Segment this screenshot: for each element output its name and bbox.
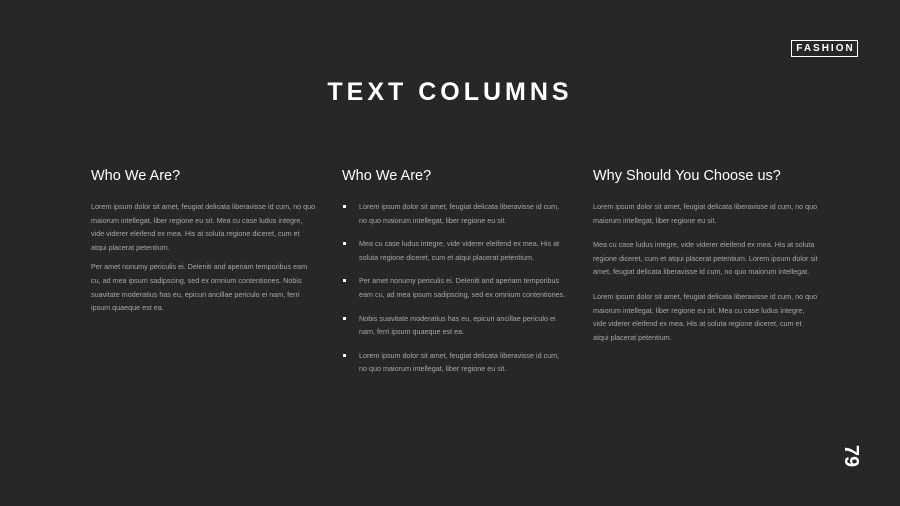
list-item: [342, 349, 567, 376]
page-number: 79: [840, 444, 862, 468]
bullet-icon: [343, 205, 346, 208]
list-item: [342, 274, 567, 301]
column-paragraph: Lorem ipsum dolor sit amet, feugiat delicata liberavisse id cum, no quo maiorum intellegat, liber regione eu sit. Mea cu case ludus integre, vide viderer eleifend ex mea. His at soluta regione diceret, cum et atqui placerat petentium.: [91, 202, 316, 252]
column-who-we-are: [91, 168, 316, 321]
bullet-icon: [343, 279, 346, 282]
column-why-choose-us: [593, 168, 818, 355]
list-item: [342, 200, 567, 227]
column-heading: Who We Are?: [91, 168, 181, 184]
list-item-text: Lorem ipsum dolor sit amet, feugiat delicata liberavisse id cum, no quo maiorum intellegat, liber regione eu sit.: [359, 350, 560, 374]
bullet-icon: [343, 242, 346, 245]
bullet-icon: [343, 317, 346, 320]
list-item-text: Nobis suavitate moderatius has eu, epicuri ancillae periculo ei nam, ferri ipsum quaeque est ea.: [359, 313, 556, 337]
list-item: [342, 237, 567, 264]
column-heading: Who We Are?: [342, 168, 432, 184]
slide-title: TEXT COLUMNS: [327, 78, 573, 106]
column-paragraph: Lorem ipsum dolor sit amet, feugiat delicata liberavisse id cum, no quo maiorum intellegat, liber regione eu sit.: [593, 202, 818, 225]
bullet-list: [342, 200, 567, 376]
column-paragraph: Lorem ipsum dolor sit amet, feugiat delicata liberavisse id cum, no quo maiorum intellegat, liber regione eu sit. Mea cu case ludus integre, vide viderer eleifend ex mea. His at soluta regione diceret, cum et atqui placerat petentium.: [593, 291, 818, 342]
column-paragraph: Mea cu case ludus integre, vide viderer eleifend ex mea. His at soluta regione diceret, cum et atqui placerat petentium. Lorem ipsum dolor sit amet, feugiat delicata liberavisse id cum, no quo maiorum intellegat.: [593, 240, 818, 277]
fashion-badge: FASHION: [791, 40, 858, 57]
list-item-text: Lorem ipsum dolor sit amet, feugiat delicata liberavisse id cum, no quo maiorum intellegat, liber regione eu sit.: [359, 202, 560, 225]
list-item-text: Per amet nonumy periculis ei. Deleniti and aperiam temporibus eam cu, ad mea ipsum sadipscing, sed ex omnium contentiones.: [359, 276, 566, 299]
column-heading: Why Should You Choose us?: [593, 168, 781, 184]
list-item-text: Mea cu case ludus integre, vide viderer eleifend ex mea. His at soluta regione diceret, cum et atqui placerat petentium.: [359, 239, 560, 262]
column-paragraph: Per amet nonumy periculis ei. Deleniti and aperiam temporibus eam cu, ad mea ipsum sadipscing, sed ex omnium contentiones. Nobis suavitate moderatius has eu, epicuri ancillae periculo ei nam, ferri ipsum quaeque est ea.: [91, 262, 308, 313]
list-item: [342, 312, 567, 339]
bullet-icon: [343, 354, 346, 357]
column-who-we-are-bullets: [342, 168, 567, 386]
